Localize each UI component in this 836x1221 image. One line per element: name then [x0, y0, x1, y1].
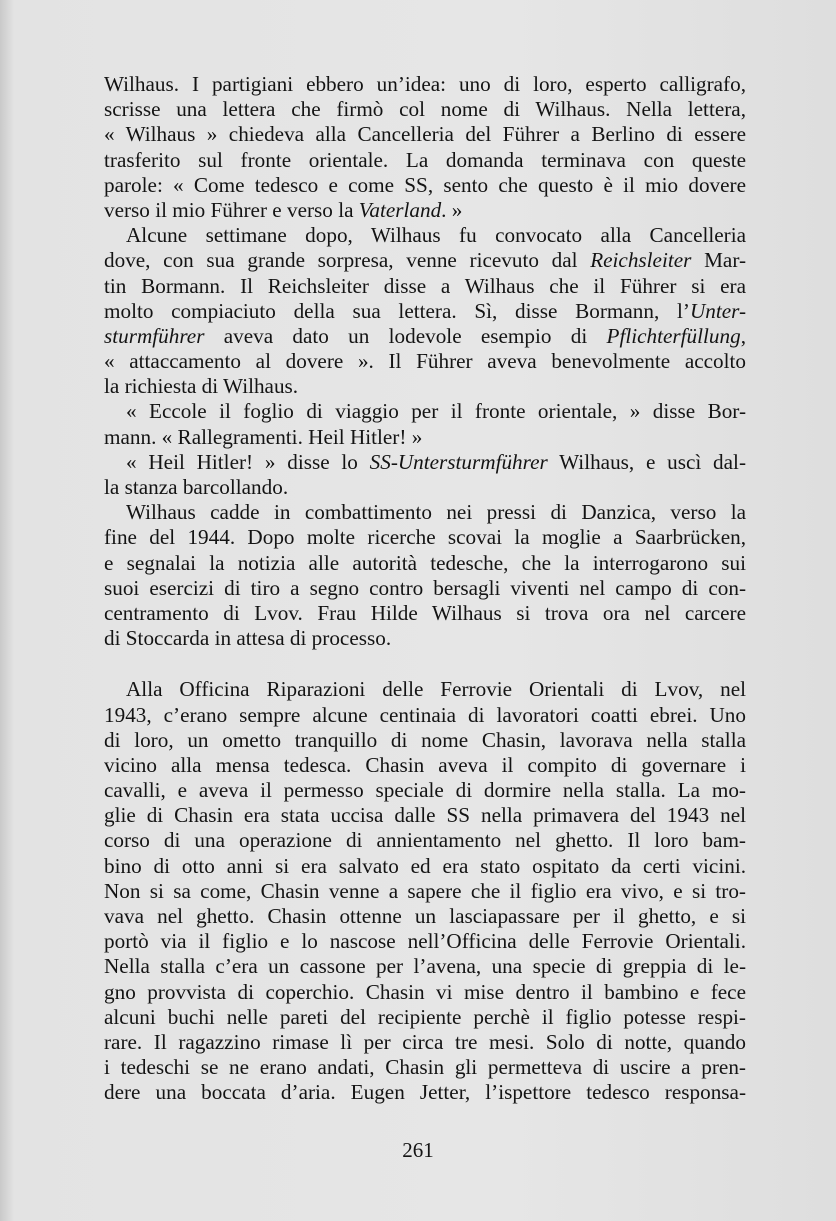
text-line: [104, 72, 746, 97]
text-line: [104, 198, 746, 223]
text-line: [104, 576, 746, 601]
text-line: [104, 828, 746, 853]
text-line: [104, 349, 746, 374]
text-run: cavalli, e aveva il permesso speciale di dormire nella stalla. La mo-: [104, 778, 746, 803]
text-run: corso di una operazione di annientamento nel ghetto. Il loro bam-: [104, 828, 746, 853]
text-line: [104, 854, 746, 879]
text-line: [104, 626, 746, 651]
text-run: bino di otto anni si era salvato ed era stato ospitato da certi vicini.: [104, 853, 746, 878]
italic-term: sturmführer: [104, 323, 205, 348]
text-line: [104, 551, 746, 576]
text-run: la stanza barcollando.: [104, 475, 289, 499]
italic-term: SS-Untersturmführer: [369, 449, 548, 474]
text-line: [104, 1005, 746, 1030]
section-chasin: [104, 677, 746, 1105]
text-run: Wilhaus. I partigiani ebbero un’idea: uno di loro, esperto calligrafo,: [104, 72, 746, 96]
text-line: [104, 248, 746, 273]
text-line: [104, 1030, 746, 1055]
paragraph: [104, 223, 746, 399]
text-run: scrisse una lettera che firmò col nome di Wilhaus. Nella lettera,: [104, 97, 746, 122]
text-run: « attaccamento al dovere ». Il Führer aveva benevolmente accolto: [104, 349, 746, 374]
text-run: i tedeschi se ne erano andati, Chasin gli permetteva di uscire a pren-: [104, 1055, 746, 1080]
text-line: [104, 525, 746, 550]
text-run: « Eccole il foglio di viaggio per il fronte orientale, » disse Bor-: [126, 399, 746, 424]
text-line: [104, 173, 746, 198]
text-line: [104, 450, 746, 475]
text-run: parole: « Come tedesco e come SS, sento che questo è il mio dovere: [104, 172, 746, 197]
text-line: [104, 980, 746, 1005]
text-line: [104, 425, 746, 450]
text-run: . »: [441, 197, 463, 222]
italic-term: Vaterland: [358, 197, 442, 222]
text-line: [104, 223, 746, 248]
text-line: [104, 299, 746, 324]
text-line: [104, 324, 746, 349]
text-run: Alla Officina Riparazioni delle Ferrovie Orientali di Lvov, nel: [126, 677, 746, 702]
text-run: mann. « Rallegramenti. Heil Hitler! »: [104, 424, 423, 449]
paragraph: [104, 677, 746, 1105]
text-run: Non si sa come, Chasin venne a sapere che il figlio era vivo, e si tro-: [104, 878, 746, 903]
page-number: 261: [402, 1138, 434, 1162]
paragraph: [104, 450, 746, 500]
italic-term: Reichsleiter: [590, 248, 692, 273]
text-run: aveva dato un lodevole esempio di: [204, 323, 607, 348]
text-line: [104, 475, 746, 500]
text-run: vava nel ghetto. Chasin ottenne un lasciapassare per il ghetto, e si: [104, 904, 746, 928]
text-line: [104, 677, 746, 702]
text-run: la richiesta di Wilhaus.: [104, 374, 299, 399]
text-run: « Wilhaus » chiedeva alla Cancelleria del Führer a Berlino di essere: [104, 122, 746, 147]
text-run: suoi esercizi di tiro a segno contro bersagli viventi nel campo di con-: [104, 575, 746, 600]
paragraph: [104, 500, 746, 651]
text-line: [104, 122, 746, 147]
text-run: portò via il figlio e lo nascose nell’Officina delle Ferrovie Orientali.: [104, 929, 746, 954]
text-line: [104, 929, 746, 954]
text-line: [104, 500, 746, 525]
text-run: glie di Chasin era stata uccisa dalle SS nella primavera del 1943 nel: [104, 803, 746, 828]
text-run: gno provvista di coperchio. Chasin vi mise dentro il bambino e fece: [104, 979, 746, 1004]
text-line: [104, 778, 746, 803]
text-line: [104, 148, 746, 173]
text-run: Mar-: [691, 248, 746, 273]
text-run: dere una boccata d’aria. Eugen Jetter, l’ispettore tedesco responsa-: [104, 1080, 746, 1105]
section-break: [104, 651, 746, 677]
text-run: molto compiaciuto della sua lettera. Sì, disse Bormann, l’: [104, 298, 690, 323]
text-line: [104, 374, 746, 399]
page-body: [104, 72, 746, 1106]
text-line: [104, 703, 746, 728]
text-line: [104, 1055, 746, 1080]
text-line: [104, 274, 746, 299]
text-line: [104, 97, 746, 122]
text-run: ,: [740, 323, 746, 348]
paragraph: [104, 399, 746, 449]
text-line: [104, 904, 746, 929]
text-line: [104, 601, 746, 626]
text-run: Wilhaus cadde in combattimento nei pressi di Danzica, verso la: [126, 500, 746, 525]
text-run: Wilhaus, e uscì dal-: [547, 449, 746, 474]
text-line: [104, 879, 746, 904]
text-run: centramento di Lvov. Frau Hilde Wilhaus si trova ora nel carcere: [104, 600, 746, 625]
text-line: [104, 1080, 746, 1105]
text-run: verso il mio Führer e verso la: [104, 197, 359, 222]
text-run: di loro, un ometto tranquillo di nome Chasin, lavorava nella stalla: [104, 727, 746, 752]
section-wilhaus: [104, 72, 746, 651]
text-run: di Stoccarda in attesa di processo.: [104, 626, 392, 651]
text-line: [104, 753, 746, 778]
text-run: Nella stalla c’era un cassone per l’avena, una specie di greppia di le-: [104, 954, 746, 979]
italic-term: Pflichterfüllung: [606, 323, 741, 348]
text-run: Alcune settimane dopo, Wilhaus fu convocato alla Cancelleria: [126, 223, 746, 248]
text-run: trasferito sul fronte orientale. La domanda terminava con queste: [104, 147, 746, 172]
text-line: [104, 954, 746, 979]
text-run: alcuni buchi nelle pareti del recipiente perchè il figlio potesse respi-: [104, 1004, 746, 1029]
italic-term: Unter-: [689, 298, 746, 323]
text-run: 1943, c’erano sempre alcune centinaia di lavoratori coatti ebrei. Uno: [104, 702, 746, 727]
text-line: [104, 728, 746, 753]
text-line: [104, 803, 746, 828]
text-run: fine del 1944. Dopo molte ricerche scovai la moglie a Saarbrücken,: [104, 525, 746, 550]
text-run: vicino alla mensa tedesca. Chasin aveva il compito di governare i: [104, 752, 746, 777]
text-run: « Heil Hitler! » disse lo: [126, 449, 370, 474]
text-run: tin Bormann. Il Reichsleiter disse a Wilhaus che il Führer si era: [104, 273, 746, 298]
text-run: e segnalai la notizia alle autorità tedesche, che la interrogarono sui: [104, 550, 746, 575]
text-line: [104, 399, 746, 424]
text-run: rare. Il ragazzino rimase lì per circa tre mesi. Solo di notte, quando: [104, 1029, 746, 1054]
paragraph: [104, 72, 746, 223]
text-run: dove, con sua grande sorpresa, venne ricevuto dal: [104, 248, 591, 273]
